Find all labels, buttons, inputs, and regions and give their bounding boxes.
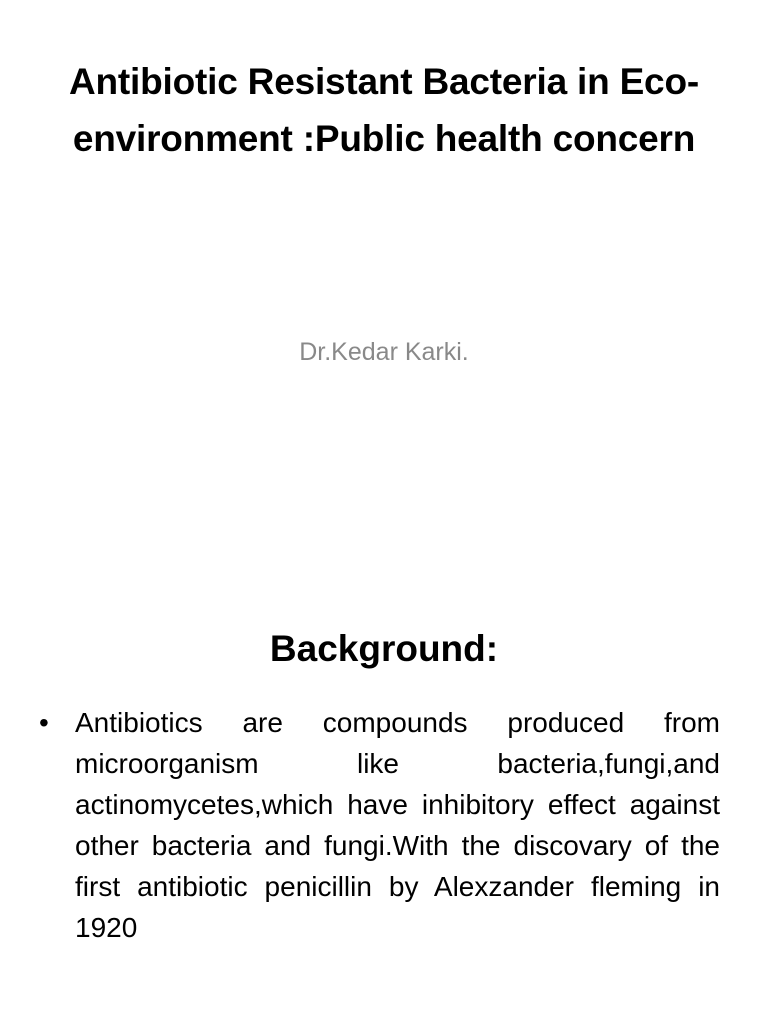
slide-heading: Background:	[269, 628, 499, 669]
bullet-marker: •	[39, 707, 49, 738]
bullet-text: Antibiotics are compounds produced from microorganism like bacteria,fungi,and actinomycetes,which have inhibitory effect against other bacteria and fungi.With the discovary of the first antibiotic penicillin by Alexzander fleming in 1920	[75, 707, 720, 943]
slide-author: Dr.Kedar Karki.	[299, 338, 469, 366]
slide-title: Antibiotic Resistant Bacteria in Eco-environment :Public health concern	[69, 61, 699, 159]
background-slide	[0, 576, 768, 1024]
bullet-item	[38, 702, 720, 948]
bullet-list	[38, 702, 720, 948]
